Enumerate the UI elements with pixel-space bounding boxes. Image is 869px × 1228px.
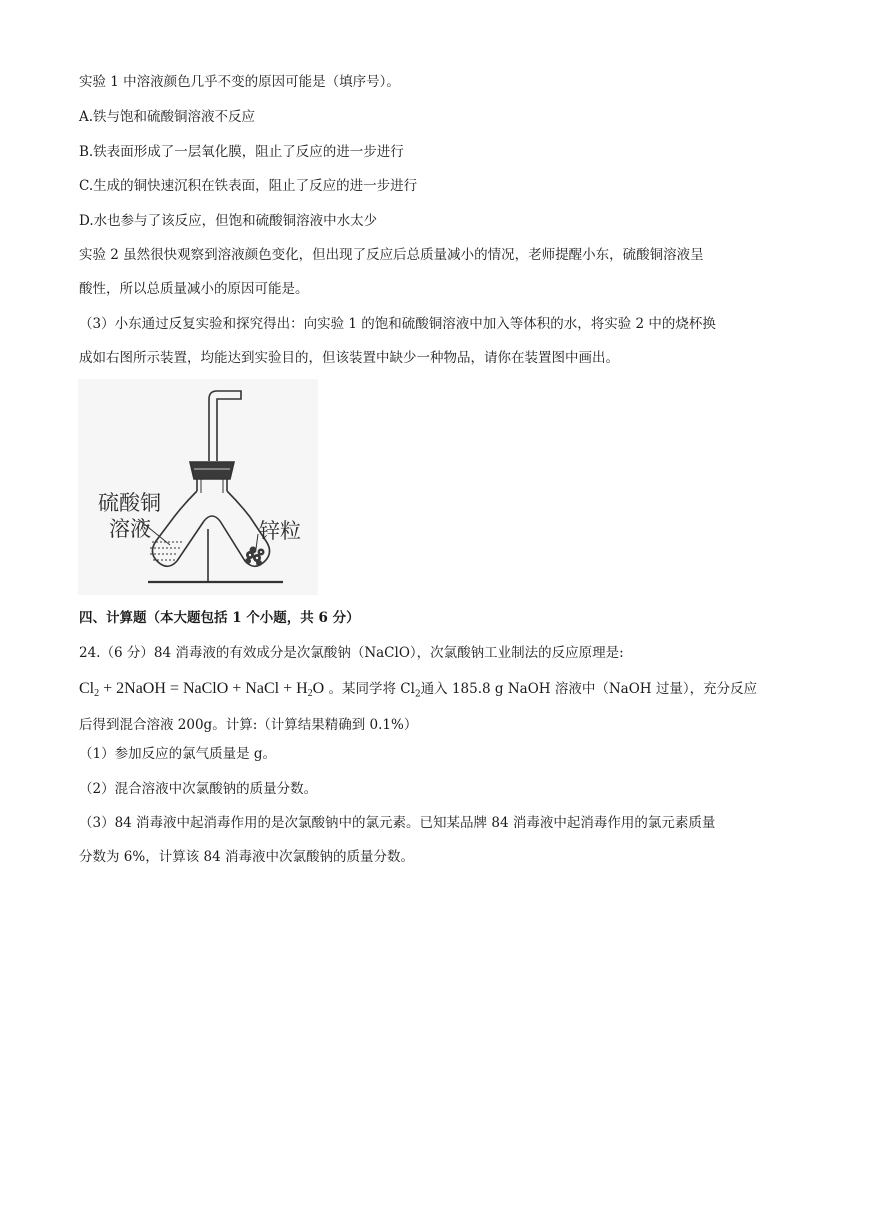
text-line: 实验 2 虽然很快观察到溶液颜色变化，但出现了反应后总质量减小的情况，老师提醒小东，硫酸铜溶液呈 [79, 247, 704, 263]
text-line: 分数为 6%，计算该 84 消毒液中次氯酸钠的质量分数。 [79, 849, 414, 865]
label-zinc: 锌粒 [259, 519, 301, 543]
text-line: 酸性，所以总质量减小的原因可能是。 [79, 281, 309, 297]
chemical-equation: $Cl_2$ + 2NaOH = NaClO + NaCl + $H_2O$ [79, 680, 325, 699]
stopper [190, 462, 234, 479]
sub-question-3: （3）84 消毒液中起消毒作用的是次氯酸钠中的氯元素。已知某品牌 84 消毒液中起消毒作用的氯元素质量 [79, 815, 716, 831]
label-solution: 溶液 [109, 517, 151, 541]
text-line: 实验 1 中溶液颜色几乎不变的原因可能是（填序号）。 [79, 74, 400, 90]
section-heading: 四、计算题（本大题包括 1 个小题，共 6 分） [79, 610, 360, 626]
text-line: 后得到混合溶液 200g。计算:（计算结果精确到 0.1%） [79, 717, 418, 733]
option-d: D.水也参与了该反应，但饱和硫酸铜溶液中水太少 [79, 213, 378, 229]
sub-question-1: （1）参加反应的氯气质量是 g。 [79, 746, 277, 762]
question-24-formula-line: $Cl_2$ + 2NaOH = NaClO + NaCl + $H_2O$ 。某同学将 $Cl_2$通入 185.8 g NaOH 溶液中（NaOH 过量），充分反应 [79, 680, 758, 700]
text-line: 成如右图所示装置，均能达到实验目的，但该装置中缺少一种物品，请你在装置图中画出。 [79, 350, 619, 366]
zinc-granules [245, 547, 265, 567]
label-copper-sulfate: 硫酸铜 [98, 491, 161, 515]
sub-question-2: （2）混合溶液中次氯酸钠的质量分数。 [79, 781, 318, 797]
text-line: （3）小东通过反复实验和探究得出：向实验 1 的饱和硫酸铜溶液中加入等体积的水，将实验 2 中的烧杯换 [79, 316, 716, 332]
glass-tube [209, 391, 241, 461]
question-24-intro: 24.（6 分）84 消毒液的有效成分是次氯酸钠（NaClO），次氯酸钠工业制法的反应原理是: [79, 645, 624, 661]
y-tube-apparatus-figure [78, 379, 318, 595]
option-c: C.生成的铜快速沉积在铁表面，阻止了反应的进一步进行 [79, 178, 418, 194]
option-b: B.铁表面形成了一层氧化膜，阻止了反应的进一步进行 [79, 144, 404, 160]
option-a: A.铁与饱和硫酸铜溶液不反应 [79, 109, 256, 125]
